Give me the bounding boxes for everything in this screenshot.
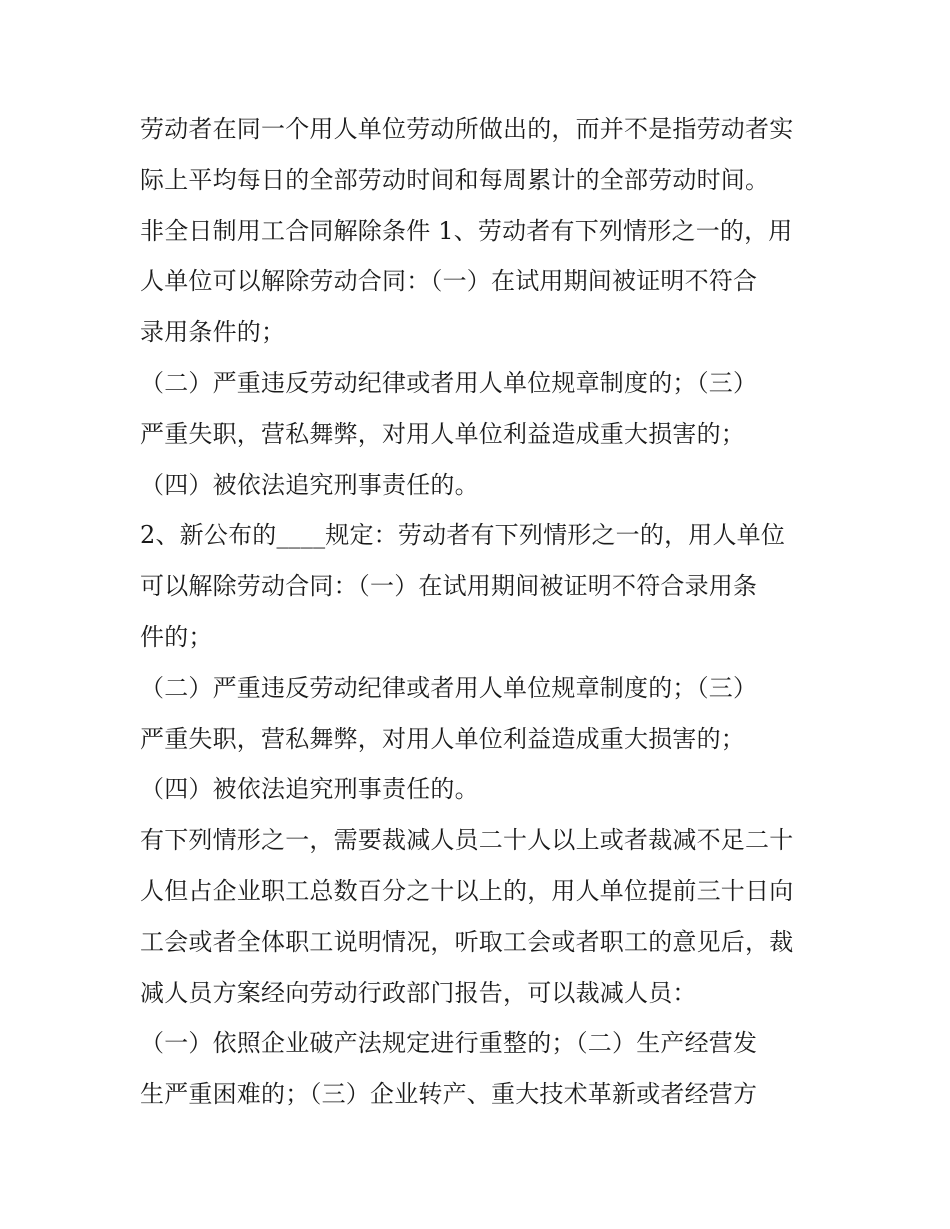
text-line: 严重失职，营私舞弊，对用人单位利益造成重大损害的； <box>140 724 745 753</box>
text-line: （二）严重违反劳动纪律或者用人单位规章制度的；（三） <box>140 368 758 397</box>
text-line: （四）被依法追究刑事责任的。 <box>140 470 479 499</box>
text-line: 劳动者在同一个用人单位劳动所做出的，而并不是指劳动者实 <box>140 115 794 143</box>
document-body <box>140 104 830 1120</box>
text-line: （四）被依法追究刑事责任的。 <box>140 775 479 804</box>
text-line: 件的； <box>140 622 213 651</box>
text-line: 生严重困难的；（三）企业转产、重大技术革新或者经营方 <box>140 1080 758 1109</box>
text-line: 非全日制用工合同解除条件 1、劳动者有下列情形之一的，用 <box>140 216 793 245</box>
text-line: 2、新公布的____规定：劳动者有下列情形之一的，用人单位 <box>140 521 786 550</box>
text-line: 际上平均每日的全部劳动时间和每周累计的全部劳动时间。 <box>140 165 770 194</box>
text-line: （一）依照企业破产法规定进行重整的；（二）生产经营发 <box>140 1029 758 1058</box>
text-line: 有下列情形之一，需要裁减人员二十人以上或者裁减不足二十 <box>140 826 794 855</box>
text-line: 可以解除劳动合同：（一）在试用期间被证明不符合录用条 <box>140 572 758 601</box>
text-line: 严重失职，营私舞弊，对用人单位利益造成重大损害的； <box>140 419 745 448</box>
text-line: 录用条件的； <box>140 318 286 347</box>
text-line: 减人员方案经向劳动行政部门报告，可以裁减人员： <box>140 978 697 1007</box>
text-line: 人单位可以解除劳动合同：（一）在试用期间被证明不符合 <box>140 267 758 296</box>
text-line: 人但占企业职工总数百分之十以上的，用人单位提前三十日向 <box>140 876 794 905</box>
text-line: （二）严重违反劳动纪律或者用人单位规章制度的；（三） <box>140 673 758 702</box>
text-line: 工会或者全体职工说明情况，听取工会或者职工的意见后，裁 <box>140 927 794 956</box>
